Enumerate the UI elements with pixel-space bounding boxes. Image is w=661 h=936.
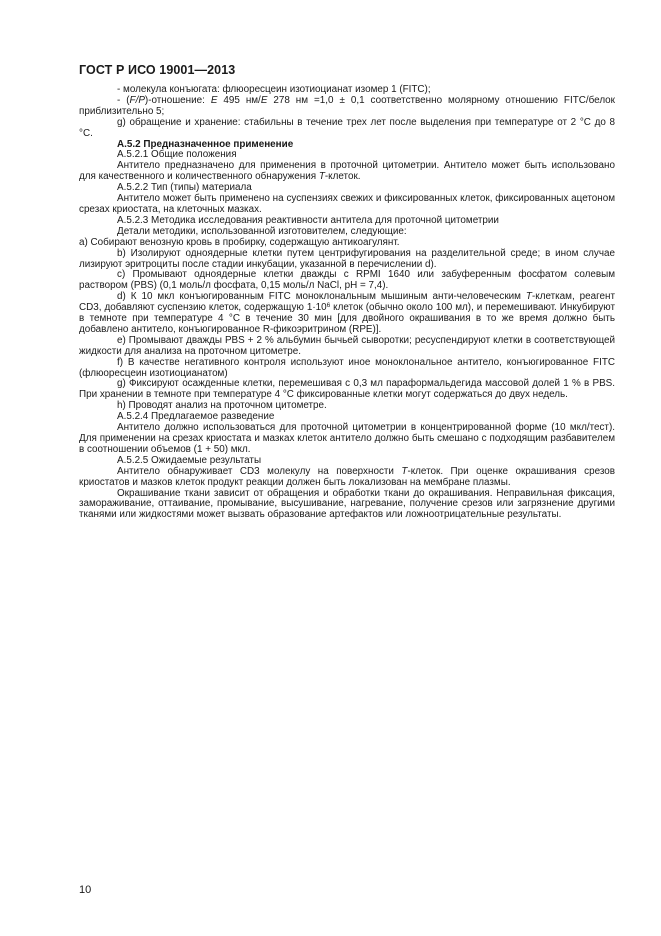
paragraph-material-type: Антитело может быть применено на суспензиях свежих и фиксированных клеток, фиксированных ацетоном срезах криостата, на клеточных мазках. [79, 193, 615, 215]
list-item-h: h) Проводят анализ на проточном цитометре. [117, 400, 327, 412]
document-header: ГОСТ Р ИСО 19001—2013 [79, 63, 236, 77]
list-item-d: d) К 10 мкл конъюгированным FITC моноклональным мышиным анти-человеческим Т-клеткам, реагент CD3, добавляют суспензию клеток, содержащую $1\cdot 10^6$ клеток (обычно около 100 мл), и перемешивают. Инкубируют в темноте при температуре 4 °С в течение 30 мин [для двойного окрашивания в то же время должно быть добавлено антитело, конъюгированное R-фикоэритрином (RPE)]. [79, 291, 615, 335]
paragraph-intended-use: Антитело предназначено для применения в проточной цитометрии. Антитело может быть использовано для качественного и количественного обнаружения Т-клеток. [79, 160, 615, 183]
bullet-conjugate-molecule: - молекула конъюгата: флюоресцеин изотиоцианат изомер 1 (FITC); [117, 84, 431, 95]
section-heading-a52: А.5.2 Предназначенное применение [117, 138, 294, 150]
list-item-g: g) Фиксируют осажденные клетки, перемешивая с 0,3 мл параформальдегида массовой долей 1 % в PBS. При хранении в темноте при температуре 4 °С фиксированные клетки могут содержаться до двух недель. [79, 378, 615, 401]
list-item-c: c) Промывают одноядерные клетки дважды с RPMI 1640 или забуференным фосфатом солевым раствором (PBS) (0,1 моль/л фосфата, 0,15 моль/л NaCl, pH = 7,4). [79, 269, 615, 292]
list-item-a: а) Собирают венозную кровь в пробирку, содержащую антикоагулянт. [79, 236, 400, 248]
paragraph-expected-results: Антитело обнаруживает CD3 молекулу на поверхности Т-клеток. При оценке окрашивания срезов криостатов и мазков клеток продукт реакции должен быть локализован на мембране плазмы. [79, 465, 616, 488]
subsection-heading-a523: А.5.2.3 Методика исследования реактивности антитела для проточной цитометрии [117, 214, 499, 226]
paragraph-staining-notes: Окрашивание ткани зависит от обращения и обработки ткани до окрашивания. Неправильная фиксация, замораживание, оттаивание, промывание, высушивание, нагревание, получение срезов или загрязнение другими тканями или жидкостями может вызвать образование артефактов или ложноотрицательные результаты. [79, 487, 615, 521]
subsection-heading-a522: А.5.2.2 Тип (типы) материала [117, 182, 252, 194]
item-g-storage: g) обращение и хранение: стабильны в течение трех лет после выделения при температуре от 2 °С до 8 °С. [79, 116, 615, 139]
paragraph-dilution: Антитело должно использоваться для проточной цитометрии в концентрированной форме (10 мкл/тест). Для применении на срезах криостата и мазках клеток антитело должно быть смешано с подходящим разбавителем в соотношении объемов (1 + 50) мкл. [79, 422, 615, 455]
subsection-heading-a525: А.5.2.5 Ожидаемые результаты [117, 454, 262, 466]
list-item-e: e) Промывают дважды PBS + 2 % альбумин бычьей сыворотки; ресуспендируют клетки в соответствующей жидкости для анализа на проточном цитометре. [79, 334, 615, 357]
page-number: 10 [79, 884, 92, 896]
bullet-fp-ratio: - (F/P)-отношение: E 495 нм/E 278 нм =1,0 ± 0,1 соответственно молярному отношению FITC/белок приблизительно 5; [79, 94, 615, 117]
paragraph-method-intro: Детали методики, использованной изготовителем, следующие: [117, 225, 407, 237]
list-item-f: f) В качестве негативного контроля используют иное моноклональное антитело, конъюгированное FITC (флюоресцеин изотиоцианатом) [79, 356, 615, 379]
subsection-heading-a521: А.5.2.1 Общие положения [117, 149, 237, 161]
list-item-b: b) Изолируют одноядерные клетки путем центрифугирования на разделительной среде; в ином случае лизируют эритроциты после стадии инкубации, указанной в перечислении d). [79, 247, 615, 270]
subsection-heading-a524: А.5.2.4 Предлагаемое разведение [117, 411, 275, 423]
document-body [79, 85, 615, 521]
